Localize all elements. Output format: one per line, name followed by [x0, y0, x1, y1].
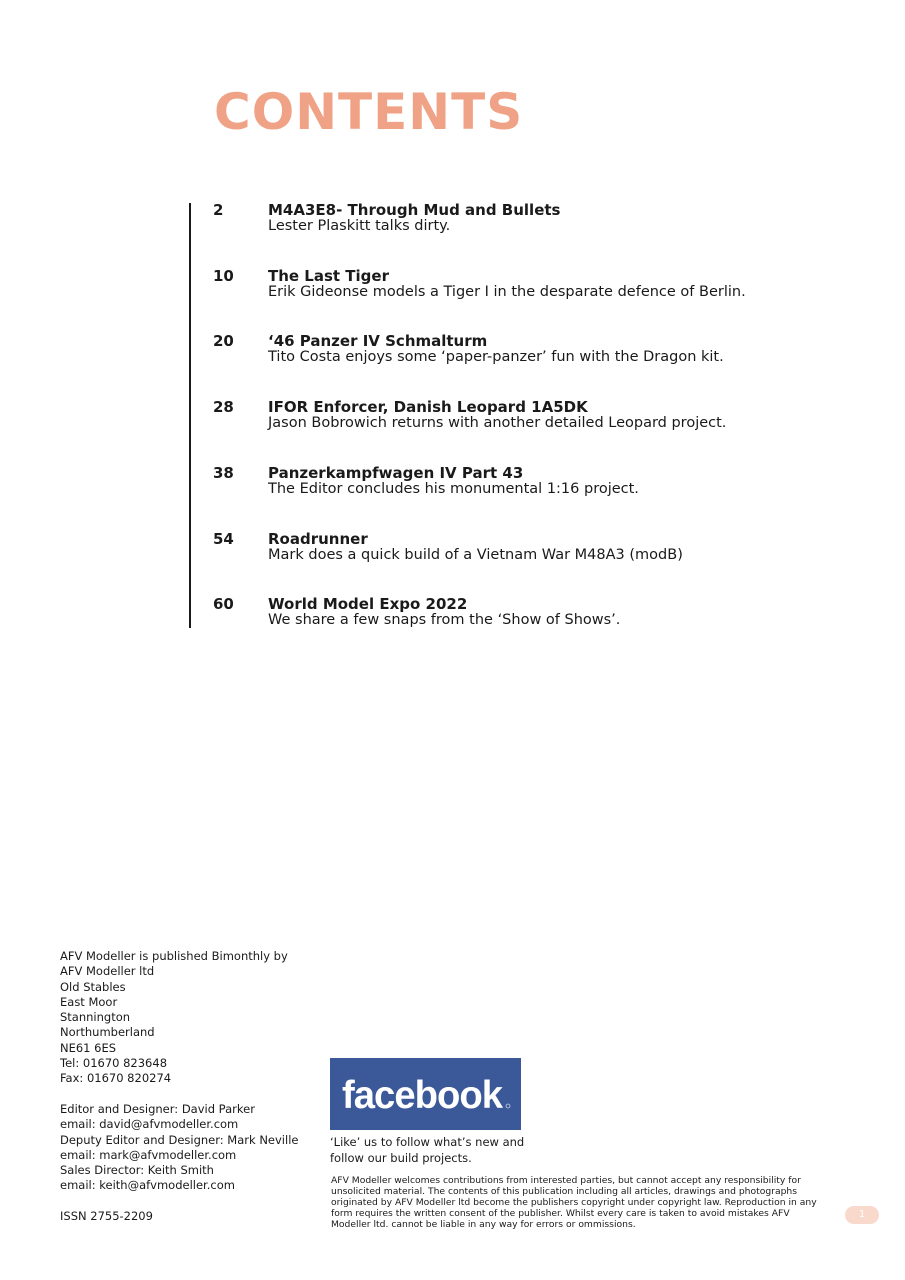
- entry-description: Mark does a quick build of a Vietnam War M48A3 (modB): [268, 547, 683, 563]
- entry-page-number: 10: [213, 267, 234, 285]
- staff-line: Sales Director: Keith Smith: [60, 1163, 214, 1178]
- spacer: [60, 1194, 310, 1209]
- entry-description: Jason Bobrowich returns with another detailed Leopard project.: [268, 415, 727, 431]
- entry-title: ‘46 Panzer IV Schmalturm: [268, 332, 488, 350]
- address-line: East Moor: [60, 994, 118, 1009]
- entry-description: Erik Gideonse models a Tiger I in the desparate defence of Berlin.: [268, 284, 746, 300]
- entry-title: World Model Expo 2022: [268, 595, 468, 613]
- entry-title: The Last Tiger: [268, 267, 389, 285]
- staff-email-link[interactable]: email: keith@afvmodeller.com: [60, 1178, 235, 1193]
- facebook-caption: ‘Like’ us to follow what’s new and follow our build projects.: [330, 1135, 525, 1165]
- entry-title: IFOR Enforcer, Danish Leopard 1A5DK: [268, 398, 588, 416]
- entry-page-number: 28: [213, 398, 234, 416]
- publisher-info: [60, 949, 310, 1224]
- page-number-badge: 1: [845, 1206, 879, 1224]
- issn: ISSN 2755-2209: [60, 1209, 153, 1224]
- address-line: Northumberland: [60, 1025, 155, 1040]
- facebook-logo-text: facebook: [342, 1074, 504, 1117]
- staff-email-link[interactable]: email: david@afvmodeller.com: [60, 1117, 239, 1132]
- spacer: [60, 1087, 310, 1102]
- page-title: CONTENTS: [214, 83, 524, 141]
- entry-page-number: 60: [213, 595, 234, 613]
- staff-line: Deputy Editor and Designer: Mark Neville: [60, 1132, 299, 1147]
- copyright-disclaimer: AFV Modeller welcomes contributions from interested parties, but cannot accept any responsibility for unsolicited material. The contents of this publication including all articles, drawings and photographs originated by AFV Modeller ltd become the publishers copyright under copyright law. Reproduction in any form requires the written consent of the publisher. Whilst every care is taken to avoid mistakes AFV Modeller ltd. cannot be liable in any way for errors or ommissions.: [331, 1175, 817, 1230]
- entry-page-number: 38: [213, 464, 234, 482]
- address-line: NE61 6ES: [60, 1040, 117, 1055]
- entry-title: Panzerkampfwagen IV Part 43: [268, 464, 524, 482]
- facebook-logo[interactable]: [330, 1058, 521, 1130]
- facebook-wordmark-icon: [330, 1058, 521, 1130]
- address-line: AFV Modeller ltd: [60, 964, 155, 979]
- entry-title: Roadrunner: [268, 530, 368, 548]
- entry-description: The Editor concludes his monumental 1:16 project.: [268, 481, 639, 497]
- phone-line: Tel: 01670 823648: [60, 1056, 168, 1071]
- staff-line: Editor and Designer: David Parker: [60, 1101, 255, 1116]
- entry-page-number: 2: [213, 201, 224, 219]
- entry-description: We share a few snaps from the ‘Show of Shows’.: [268, 612, 621, 628]
- contents-divider: [189, 203, 191, 628]
- address-line: AFV Modeller is published Bimonthly by: [60, 949, 288, 963]
- entry-page-number: 20: [213, 332, 234, 350]
- entry-page-number: 54: [213, 530, 234, 548]
- address-line: Stannington: [60, 1010, 131, 1025]
- fax-line: Fax: 01670 820274: [60, 1071, 172, 1086]
- entry-description: Lester Plaskitt talks dirty.: [268, 218, 451, 234]
- staff-email-link[interactable]: email: mark@afvmodeller.com: [60, 1147, 237, 1162]
- address-line: Old Stables: [60, 979, 126, 994]
- entry-description: Tito Costa enjoys some ‘paper-panzer’ fun with the Dragon kit.: [268, 349, 724, 365]
- entry-title: M4A3E8- Through Mud and Bullets: [268, 201, 561, 219]
